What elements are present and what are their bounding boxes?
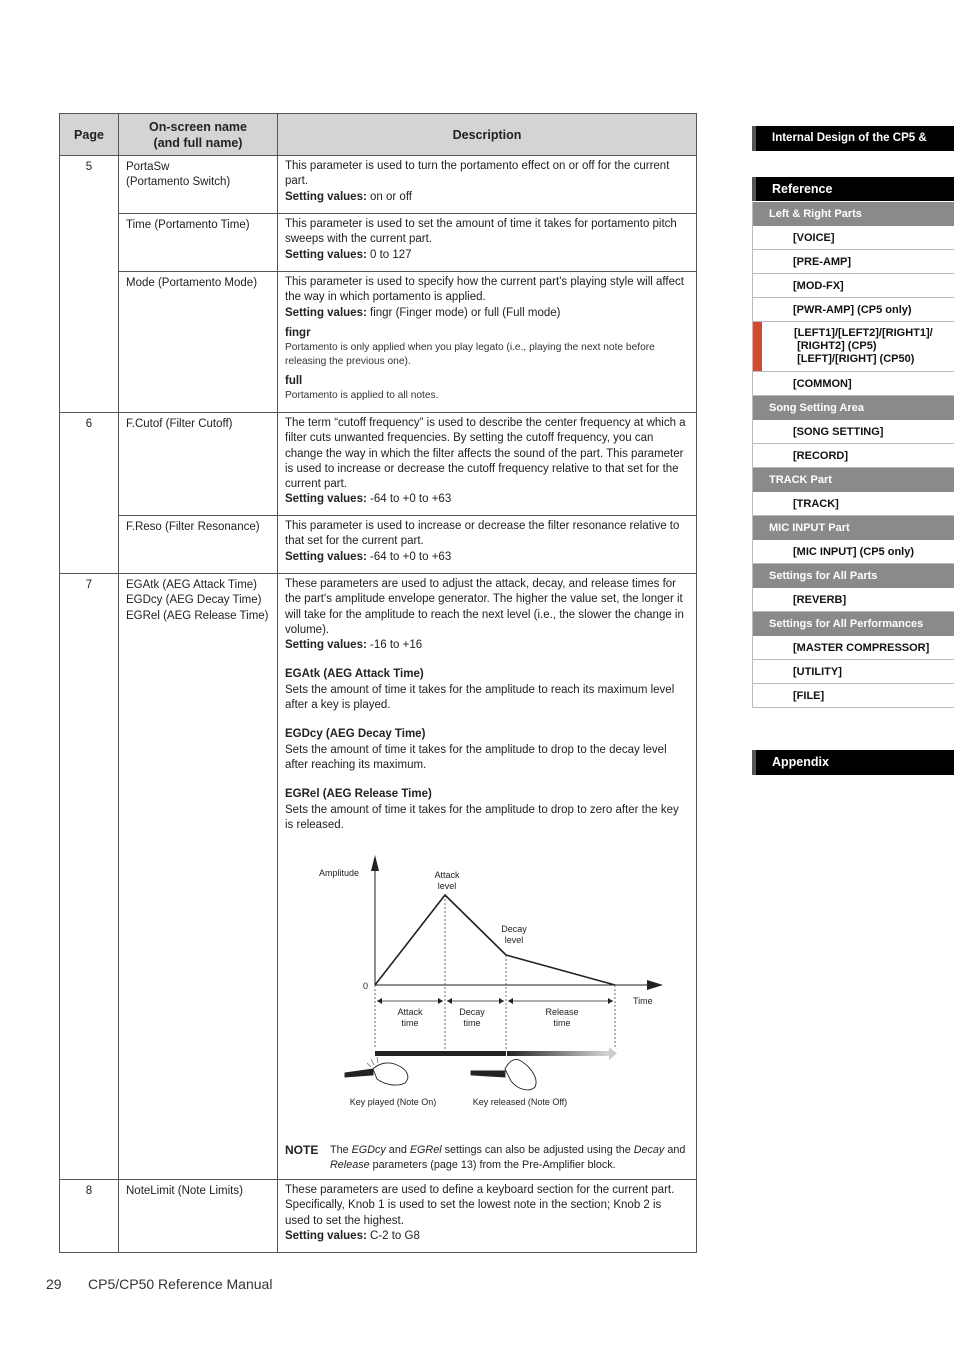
- reference-nav-list: [752, 202, 954, 708]
- page-cell: 6: [60, 413, 119, 574]
- key-released-hand-icon: [471, 1060, 536, 1090]
- table-row: [60, 156, 697, 214]
- nav-item-track[interactable]: [TRACK]: [753, 492, 954, 516]
- table-row: [60, 574, 697, 1180]
- decay-level-label-2: level: [504, 935, 524, 946]
- manual-title: CP5/CP50 Reference Manual: [88, 1276, 273, 1292]
- nav-section-song-setting-area[interactable]: Song Setting Area: [753, 396, 954, 420]
- note-text: The EGDcy and EGRel settings can also be adjusted using the Decay and Release parameters (page 13) from the Pre-Amplifier block.: [330, 1144, 686, 1172]
- name-cell: F.Reso (Filter Resonance): [119, 516, 278, 574]
- table-row: [60, 272, 697, 413]
- name-cell: NoteLimit (Note Limits): [119, 1180, 278, 1253]
- table-row: [60, 214, 697, 272]
- decay-level-label: Decay: [501, 924, 527, 935]
- nav-reference[interactable]: Reference: [752, 177, 954, 201]
- note-off-bar: [507, 1051, 613, 1056]
- page-number: 29: [46, 1276, 62, 1292]
- note-label: NOTE: [285, 1143, 319, 1158]
- page-cell: 8: [60, 1180, 119, 1253]
- decay-time-label-2: time: [463, 1018, 481, 1029]
- nav-item-file[interactable]: [FILE]: [753, 684, 954, 708]
- time-axis: [375, 980, 663, 990]
- nav-section-mic-input-part[interactable]: MIC INPUT Part: [753, 516, 954, 540]
- time-label: Time: [633, 996, 653, 1007]
- envelope-curve: [375, 895, 615, 985]
- name-cell: Mode (Portamento Mode): [119, 272, 278, 413]
- description-cell: These parameters are used to define a keyboard section for the current part. Specifically, Knob 1 is used to set the lowest note in the section; Knob 2 is used to set the highest. Setting values: C-2 to G8: [278, 1180, 697, 1253]
- header-description: Description: [278, 114, 697, 156]
- nav-item-common[interactable]: [COMMON]: [753, 372, 954, 396]
- nav-section-settings-all-parts[interactable]: Settings for All Parts: [753, 564, 954, 588]
- description-cell: This parameter is used to specify how the current part's playing style will affect the way in which portamento is applied. Setting values: fingr (Finger mode) or full (Full mode) fingr Portamento is only applied when you play legato (i.e., playing the next note before releasing the previous one). full Portamento is applied to all notes.: [278, 272, 697, 413]
- table-header-row: [60, 114, 697, 156]
- nav-section-track-part[interactable]: TRACK Part: [753, 468, 954, 492]
- note-on-bar: [375, 1051, 506, 1056]
- name-cell: F.Cutof (Filter Cutoff): [119, 413, 278, 516]
- name-cell: PortaSw (Portamento Switch): [119, 156, 278, 214]
- page-cell: 5: [60, 156, 119, 413]
- amplitude-axis: [371, 855, 379, 985]
- header-page: Page: [60, 114, 119, 156]
- attack-time-label: Attack: [397, 1007, 423, 1018]
- key-played-hand-icon: [345, 1057, 408, 1085]
- nav-item-pre-amp[interactable]: [PRE-AMP]: [753, 250, 954, 274]
- table-row: [60, 413, 697, 516]
- nav-item-reverb[interactable]: [REVERB]: [753, 588, 954, 612]
- decay-time-label: Decay: [459, 1007, 485, 1018]
- nav-internal-design[interactable]: Internal Design of the CP5 & CP50: [752, 126, 954, 151]
- key-on-label: Key played (Note On): [349, 1097, 437, 1108]
- envelope-diagram: [285, 849, 675, 1139]
- parameter-table: [59, 113, 697, 1253]
- zero-label: 0: [363, 981, 369, 992]
- header-name: On-screen name (and full name): [119, 114, 278, 156]
- release-time-label: Release: [545, 1007, 579, 1018]
- description-cell: These parameters are used to adjust the attack, decay, and release times for the part's amplitude envelope generator. The higher the value set, the longer it will take for the amplitude to reach the next level (i.e., the slower the change in volume). Setting values: -16 to +16 EGAtk (AEG Attack Time) Sets the amount of time it takes for the amplitude to reach its maximum level after a key is played. EGDcy (AEG Decay Time) Sets the amount of time it takes for the amplitude to drop to the decay level after reaching its maximum. EGRel (AEG Release Time) Sets the amount of time it takes for the amplitude to drop to zero after the key is released. Amplitude Attack level Decay level 0 Time Attack time Decay time Release time Key played (Note On) Key released (Note Off) NOTE The EGDcy and EGRel settings can also be adjusted using the Decay and Release parameters (page 13) from the Pre-Amplifier block.: [278, 574, 697, 1180]
- table-row: [60, 1180, 697, 1253]
- nav-section-left-right-parts[interactable]: Left & Right Parts: [753, 202, 954, 226]
- release-time-label-2: time: [553, 1018, 571, 1029]
- attack-level-label: Attack: [434, 870, 460, 881]
- amplitude-label: Amplitude: [319, 868, 360, 879]
- nav-item-mod-fx[interactable]: [MOD-FX]: [753, 274, 954, 298]
- nav-item-mic-input[interactable]: [MIC INPUT] (CP5 only): [753, 540, 954, 564]
- nav-item-song-setting[interactable]: [SONG SETTING]: [753, 420, 954, 444]
- key-off-label: Key released (Note Off): [472, 1097, 568, 1108]
- nav-item-record[interactable]: [RECORD]: [753, 444, 954, 468]
- nav-item-master-compressor[interactable]: [MASTER COMPRESSOR]: [753, 636, 954, 660]
- description-cell: The term “cutoff frequency” is used to describe the center frequency at which a filter cuts unwanted frequencies. By setting the cutoff frequency, you can change the way in which the filter affects the sound of the part. This parameter is used to increase or decrease the cutoff frequency relative to that set for the current part. Setting values: -64 to +0 to +63: [278, 413, 697, 516]
- name-cell: Time (Portamento Time): [119, 214, 278, 272]
- description-cell: This parameter is used to increase or decrease the filter resonance relative to that set for the current part. Setting values: -64 to +0 to +63: [278, 516, 697, 574]
- attack-level-label-2: level: [437, 881, 457, 892]
- nav-item-voice[interactable]: [VOICE]: [753, 226, 954, 250]
- name-cell: EGAtk (AEG Attack Time) EGDcy (AEG Decay Time) EGRel (AEG Release Time): [119, 574, 278, 1180]
- table-row: [60, 516, 697, 574]
- note-block: [285, 1143, 689, 1175]
- nav-appendix[interactable]: Appendix: [752, 750, 954, 775]
- page-cell: 7: [60, 574, 119, 1180]
- nav-item-left-right-active[interactable]: [LEFT1]/[LEFT2]/[RIGHT1]/ [RIGHT2] (CP5) [LEFT]/[RIGHT] (CP50): [753, 322, 954, 372]
- nav-section-settings-all-performances[interactable]: Settings for All Performances: [753, 612, 954, 636]
- nav-item-pwr-amp[interactable]: [PWR-AMP] (CP5 only): [753, 298, 954, 322]
- nav-item-utility[interactable]: [UTILITY]: [753, 660, 954, 684]
- page-footer: [46, 1276, 272, 1292]
- description-cell: This parameter is used to set the amount of time it takes for portamento pitch sweeps with the current part. Setting values: 0 to 127: [278, 214, 697, 272]
- attack-time-label-2: time: [401, 1018, 419, 1029]
- description-cell: This parameter is used to turn the portamento effect on or off for the current part. Setting values: on or off: [278, 156, 697, 214]
